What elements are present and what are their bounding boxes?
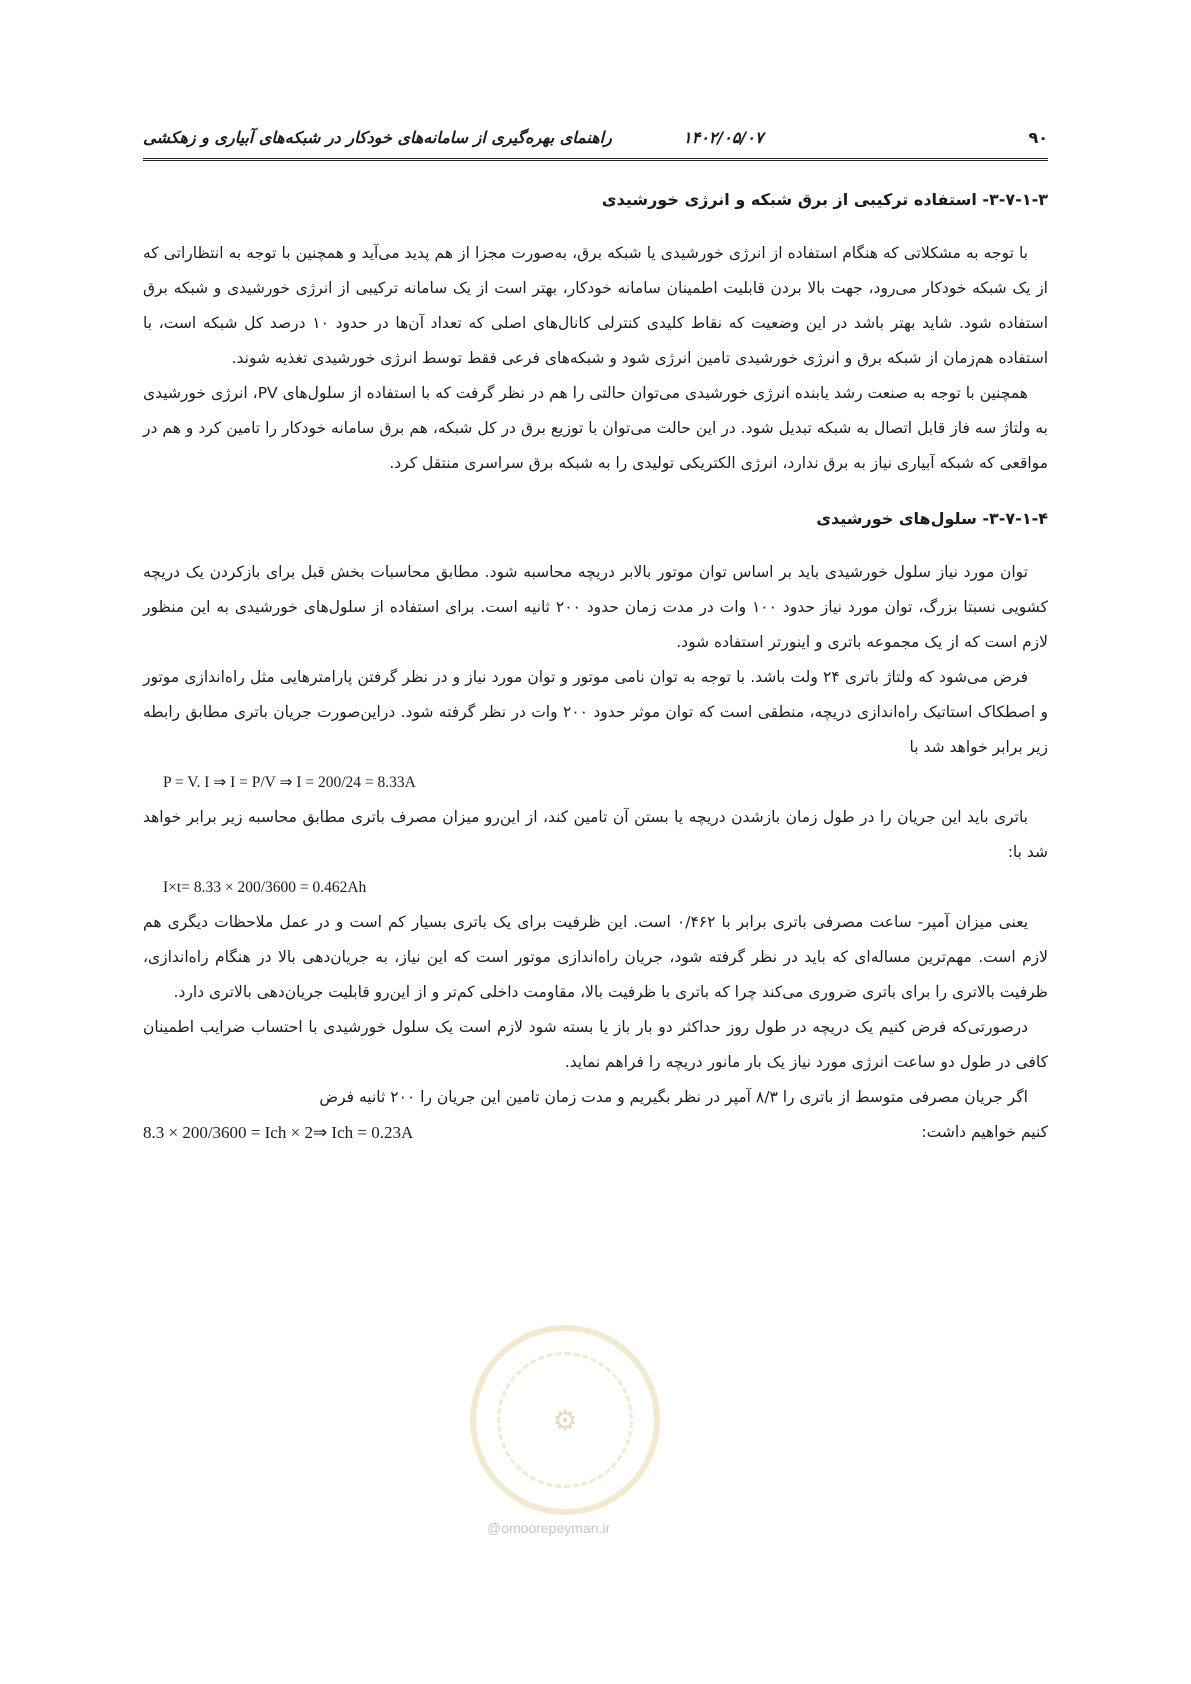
paragraph: با توجه به مشکلاتی که هنگام استفاده از انرژی خورشیدی یا شبکه برق، به‌صورت مجزا از هم پدید می‌آید و همچنین با توجه به انتظاراتی که از یک شبکه خودکار می‌رود، جهت بالا بردن قابلیت اطمینان سامانه خودکار، بهتر است از یک سامانه ترکیبی از انرژی خورشیدی و شبکه برق استفاده شود. شاید بهتر باشد در این وضعیت که نقاط کلیدی کنترلی کانال‌های اصلی که تعداد آن‌ها در حدود ۱۰ درصد کل شبکه است، با استفاده هم‌زمان از شبکه برق و انرژی خورشیدی تامین انرژی شود و شبکه‌های فرعی فقط توسط انرژی خورشیدی تغذیه شوند. — [143, 244, 1048, 367]
formula-capacity: I×t= 8.33 × 200/3600 = 0.462Ah — [163, 879, 367, 896]
header-title: راهنمای بهره‌گیری از سامانه‌های خودکار در شبکه‌های آبیاری و زهکشی — [143, 128, 612, 147]
paragraph: اگر جریان مصرفی متوسط از باتری را ۸/۳ آمپر در نظر بگیریم و مدت زمان تامین این جریان را ۲۰۰ ثانیه فرض — [319, 1088, 1028, 1106]
formula-charging-current: 8.3 × 200/3600 = Ich × 2⇒ Ich = 0.23A — [143, 1123, 414, 1142]
page-content — [143, 188, 1048, 1150]
paragraph: توان مورد نیاز سلول خورشیدی باید بر اساس توان موتور بالابر دریچه محاسبه شود. مطابق محاسبات بخش قبل برای بازکردن یک دریچه کشویی نسبتا بزرگ، توان مورد نیاز حدود ۱۰۰ وات در مدت زمان حدود ۲۰۰ ثانیه است. برای استفاده از سلول‌های خورشیدی به این منظور لازم است که از یک مجموعه باتری و اینورتر استفاده شود. — [143, 563, 1048, 651]
formula-current: P = V. I ⇒ I = P/V ⇒ I = 200/24 = 8.33A — [163, 774, 416, 791]
paragraph: باتری باید این جریان را در طول زمان بازشدن دریچه یا بستن آن تامین کند، از این‌رو میزان مصرف باتری مطابق محاسبه زیر برابر خواهد شد با: — [143, 808, 1048, 861]
paragraph: یعنی میزان آمپر- ساعت مصرفی باتری برابر با ۰/۴۶۲ است. این ظرفیت برای یک باتری بسیار کم است و در عمل ملاحظات دیگری هم لازم است. مهم‌ترین مساله‌ای که باید در نظر گرفته شود، جریان راه‌اندازی موتور است که این نیاز، به جریان‌دهی بالا در هنگام راه‌اندازی، ظرفیت بالاتری را برای باتری ضروری می‌کند چرا که باتری با ظرفیت بالا، مقاومت داخلی کم‌تر و از این‌رو قابلیت جریان‌دهی بالاتری دارد. — [143, 913, 1048, 1001]
paragraph: فرض می‌شود که ولتاژ باتری ۲۴ ولت باشد. با توجه به توان نامی موتور و توان مورد نیاز و در نظر گرفتن پارامترهایی مثل راه‌اندازی موتور و اصطکاک استاتیک راه‌اندازی دریچه، منطقی است که توان موثر حدود ۲۰۰ وات در نظر گرفته شود. دراین‌صورت جریان باتری مطابق رابطه زیر برابر خواهد شد با — [143, 668, 1049, 756]
formula-row — [143, 1115, 1048, 1150]
paragraph: درصورتی‌که فرض کنیم یک دریچه در طول روز حداکثر دو بار باز یا بسته شود لازم است یک سلول خورشیدی با احتساب ضرایب اطمینان کافی در طول دو ساعت انرژی مورد نیاز یک بار مانور دریچه را فراهم نماید. — [143, 1018, 1048, 1071]
paragraph-continuation: کنیم خواهیم داشت: — [921, 1123, 1048, 1141]
page-header — [143, 128, 1048, 161]
paragraph: همچنین با توجه به صنعت رشد یابنده انرژی خورشیدی می‌توان حالتی را هم در نظر گرفت که با استفاده از سلول‌های PV، انرژی خورشیدی به ولتاژ سه فاز قابل اتصال به شبکه تبدیل شود. در این حالت می‌توان با توزیع برق در کل شبکه، هم برق سامانه خودکار را تامین کرد و هم در مواقعی که شبکه آبیاری نیاز به برق ندارد، انرژی الکتریکی تولیدی را به شبکه برق سراسری منتقل کرد. — [143, 384, 1048, 472]
watermark-url: @omoorepeyman.ir — [487, 1520, 611, 1536]
watermark-seal — [470, 1325, 660, 1515]
section-heading-solar-cells: ۳-۷-۱-۴- سلول‌های خورشیدی — [816, 509, 1048, 528]
header-date: ۱۴۰۲/۰۵/۰۷ — [683, 128, 764, 147]
watermark-gear-icon: ⚙ — [497, 1352, 633, 1488]
page-number: ۹۰ — [1028, 128, 1048, 147]
section-heading-combined-power: ۳-۷-۱-۳- استفاده ترکیبی از برق شبکه و انرژی خورشیدی — [601, 190, 1048, 209]
